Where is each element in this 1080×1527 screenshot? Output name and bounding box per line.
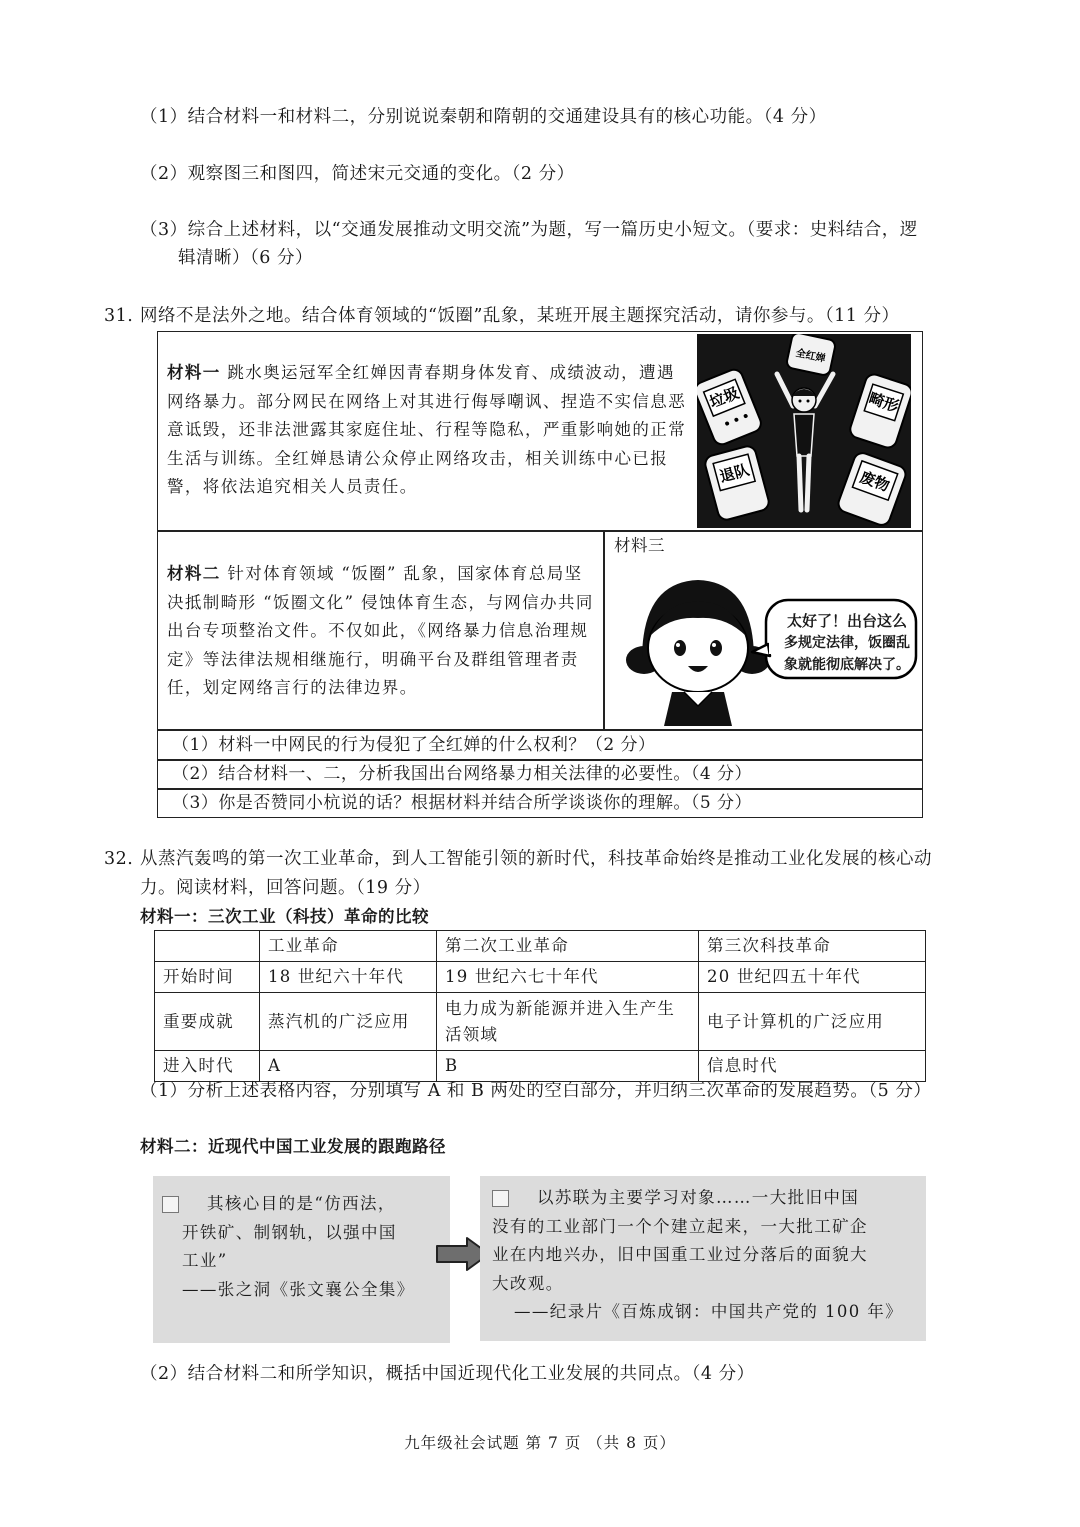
q32-sub2: （2）结合材料二和所学知识，概括中国近现代化工业发展的共同点。（4 分） [140,1364,755,1384]
phone-label-4: 退队 [717,460,752,486]
q31-number: 31. [104,306,134,326]
table-cell: 蒸汽机的广泛应用 [260,993,437,1051]
table-header-cell: 第三次科技革命 [699,931,926,962]
revolution-comparison-table [154,930,926,1082]
q32-m1-title: 材料一：三次工业（科技）革命的比较 [140,907,429,926]
q30-sub3-line2: 辑清晰）（6 分） [178,248,313,268]
phone-label-5: 废物 [857,467,892,496]
q31-sub2: （2）结合材料一、二，分析我国出台网络暴力相关法律的必要性。（4 分） [172,764,753,784]
table-cell: B [437,1051,699,1082]
table-cell: 信息时代 [699,1051,926,1082]
table-cell: 重要成就 [155,993,260,1051]
left-quote-line2: 开铁矿、制钢轨，以强中国 [182,1222,397,1242]
q31-material2 [167,560,597,703]
q31-sub1: （1）材料一中网民的行为侵犯了全红婵的什么权利？（2 分） [172,735,656,755]
table-cell: 开始时间 [155,962,260,993]
right-quote-line1: 以苏联为主要学习对象……一大批旧中国 [537,1188,860,1207]
q31-stem: 网络不是法外之地。结合体育领域的“饭圈”乱象，某班开展主题探究活动，请你参与。（11 分） [140,306,900,326]
speech-bubble-text [772,610,922,676]
bubble-line-2: 多规定法律，饭圈乱 [784,635,910,651]
phone-label-1: 全红婵 [794,347,827,365]
q31-m1-text: 跳水奥运冠军全红婵因青春期身体发育、成绩波动，遭遇网络暴力。部分网民在网络上对其进行侮辱嘲讽、捏造不实信息恶意诋毁，还非法泄露其家庭住址、行程等隐私，严重影响她的正常生活与训练。全红婵恳请公众停止网络攻击，相关训练中心已报警，将依法追究相关人员责任。 [167,363,687,496]
table-cell: 20 世纪四五十年代 [699,962,926,993]
left-quote-line1: 其核心目的是“仿西法， [207,1194,396,1213]
table-row [155,962,926,993]
bubble-line-3: 象就能彻底解决了。 [784,657,910,673]
table-row [155,993,926,1051]
table-header-cell [155,931,260,962]
q32-stem-line2: 力。阅读材料，回答问题。（19 分） [140,878,431,898]
right-quote-line4: 大改观。 [492,1273,564,1293]
table-cell: 18 世纪六十年代 [260,962,437,993]
left-quote-text [162,1190,446,1304]
q31-m2-label: 材料二 [167,564,221,583]
q30-sub1: （1）结合材料一和材料二，分别说说秦朝和隋朝的交通建设具有的核心功能。（4 分） [140,107,827,127]
q31-divider-v [603,530,605,729]
q31-m2-text: 针对体育领域 “饭圈” 乱象，国家体育总局坚决抵制畸形 “饭圈文化” 侵蚀体育生态，与网信办共同出台专项整治文件。不仅如此，《网络暴力信息治理规定》等法律法规相继施行，明确平台及群组管理者责任，划定网络言行的法律边界。 [167,564,594,697]
q32-stem-line1: 从蒸汽轰鸣的第一次工业革命，到人工智能引领的新时代，科技革命始终是推动工业化发展的核心动 [140,849,932,869]
page-footer: 九年级社会试题 第 7 页 （共 8 页） [404,1434,676,1452]
right-quote-text [492,1184,922,1327]
right-quote-line2: 没有的工业部门一个个建立起来，一大批工矿企 [492,1216,868,1236]
phone-label-3: 畸形 [866,389,901,416]
table-cell: 进入时代 [155,1051,260,1082]
q30-sub2: （2）观察图三和图四，简述宋元交通的变化。（2 分） [140,164,575,184]
q32-m2-title: 材料二：近现代中国工业发展的跟跑路径 [140,1137,446,1156]
left-quote-line3: 工业” [182,1251,228,1270]
table-cell: 19 世纪六七十年代 [437,962,699,993]
cartoon-girl-icon [626,580,770,726]
q32-sub1: （1）分析上述表格内容，分别填写 A 和 B 两处的空白部分，并归纳三次革命的发展趋势。（5 分） [140,1081,932,1101]
checkbox-icon [162,1196,179,1213]
q32-number: 32. [104,849,134,869]
table-header-row [155,931,926,962]
right-quote-source: ——纪录片《百炼成钢：中国共产党的 100 年》 [514,1302,904,1321]
phone-label-2: 垃圾 [706,383,742,412]
q30-sub3-line1: （3）综合上述材料，以“交通发展推动文明交流”为题，写一篇历史小短文。（要求：史料结合，逻 [140,220,918,240]
right-quote-line3: 业在内地兴办，旧中国重工业过分落后的面貌大 [492,1245,868,1264]
q31-m3-label: 材料三 [614,536,665,555]
q31-divider-1 [157,530,923,532]
q31-m1-label: 材料一 [167,363,221,382]
cyberbullying-illustration [697,334,911,528]
q31-sub3: （3）你是否赞同小杭说的话？根据材料并结合所学谈谈你的理解。（5 分） [172,793,753,813]
table-cell: A [260,1051,437,1082]
table-header-cell: 第二次工业革命 [437,931,699,962]
bubble-line-1: 太好了！出台这么 [786,612,907,630]
q31-material1 [167,359,687,502]
table-cell: 电子计算机的广泛应用 [699,993,926,1051]
left-quote-source: ——张之洞《张文襄公全集》 [182,1279,415,1299]
table-cell: 电力成为新能源并进入生产生活领域 [437,993,699,1051]
table-header-cell: 工业革命 [260,931,437,962]
checkbox-icon [492,1190,509,1207]
